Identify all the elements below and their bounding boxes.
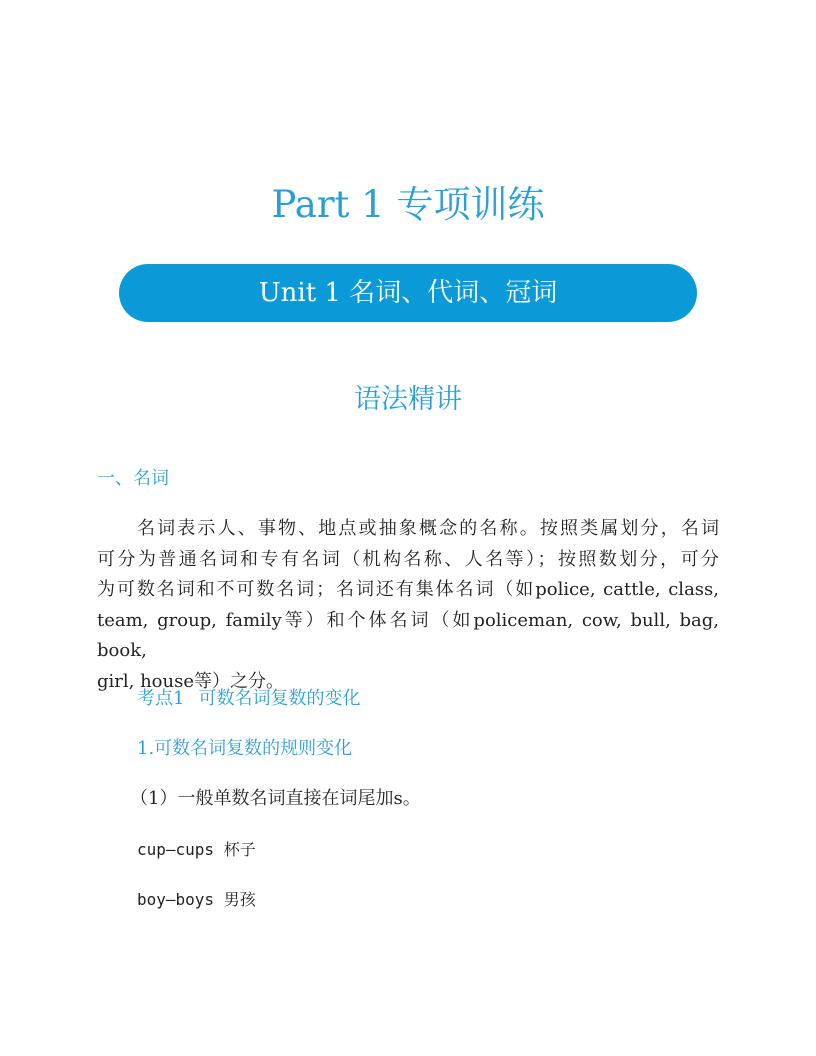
section-title: 语法精讲 [354, 384, 462, 415]
example-line: boy—boys 男孩 [137, 890, 256, 909]
paragraph-line: 可分为普通名词和专有名词（机构名称、人名等）；按照数划分，可分 [97, 548, 719, 570]
paragraph-line: girl, house等）之分。 [97, 670, 284, 692]
point1-label: 考点1 [137, 688, 185, 709]
point1-title: 可数名词复数的变化 [198, 688, 361, 709]
paragraph-line: 名词表示人、事物、地点或抽象概念的名称。按照类属划分，名词 [137, 518, 719, 539]
part-title: Part 1 专项训练 [271, 183, 545, 226]
noun-heading: 一、名词 [97, 468, 169, 489]
noun-paragraph [97, 514, 719, 697]
rule-heading: 1.可数名词复数的规则变化 [137, 738, 353, 759]
paragraph-line: 为可数名词和不可数名词；名词还有集体名词（如police, cattle, class, [97, 579, 719, 600]
unit-banner [119, 264, 697, 322]
point1-heading [137, 686, 360, 712]
rule-item: （1）一般单数名词直接在词尾加s。 [130, 788, 421, 809]
example-line: cup—cups 杯子 [137, 840, 256, 859]
unit-title: Unit 1 名词、代词、冠词 [258, 278, 558, 308]
paragraph-line: team, group, family等）和个体名词（如policeman, cow, bull, bag, book, [97, 609, 719, 661]
